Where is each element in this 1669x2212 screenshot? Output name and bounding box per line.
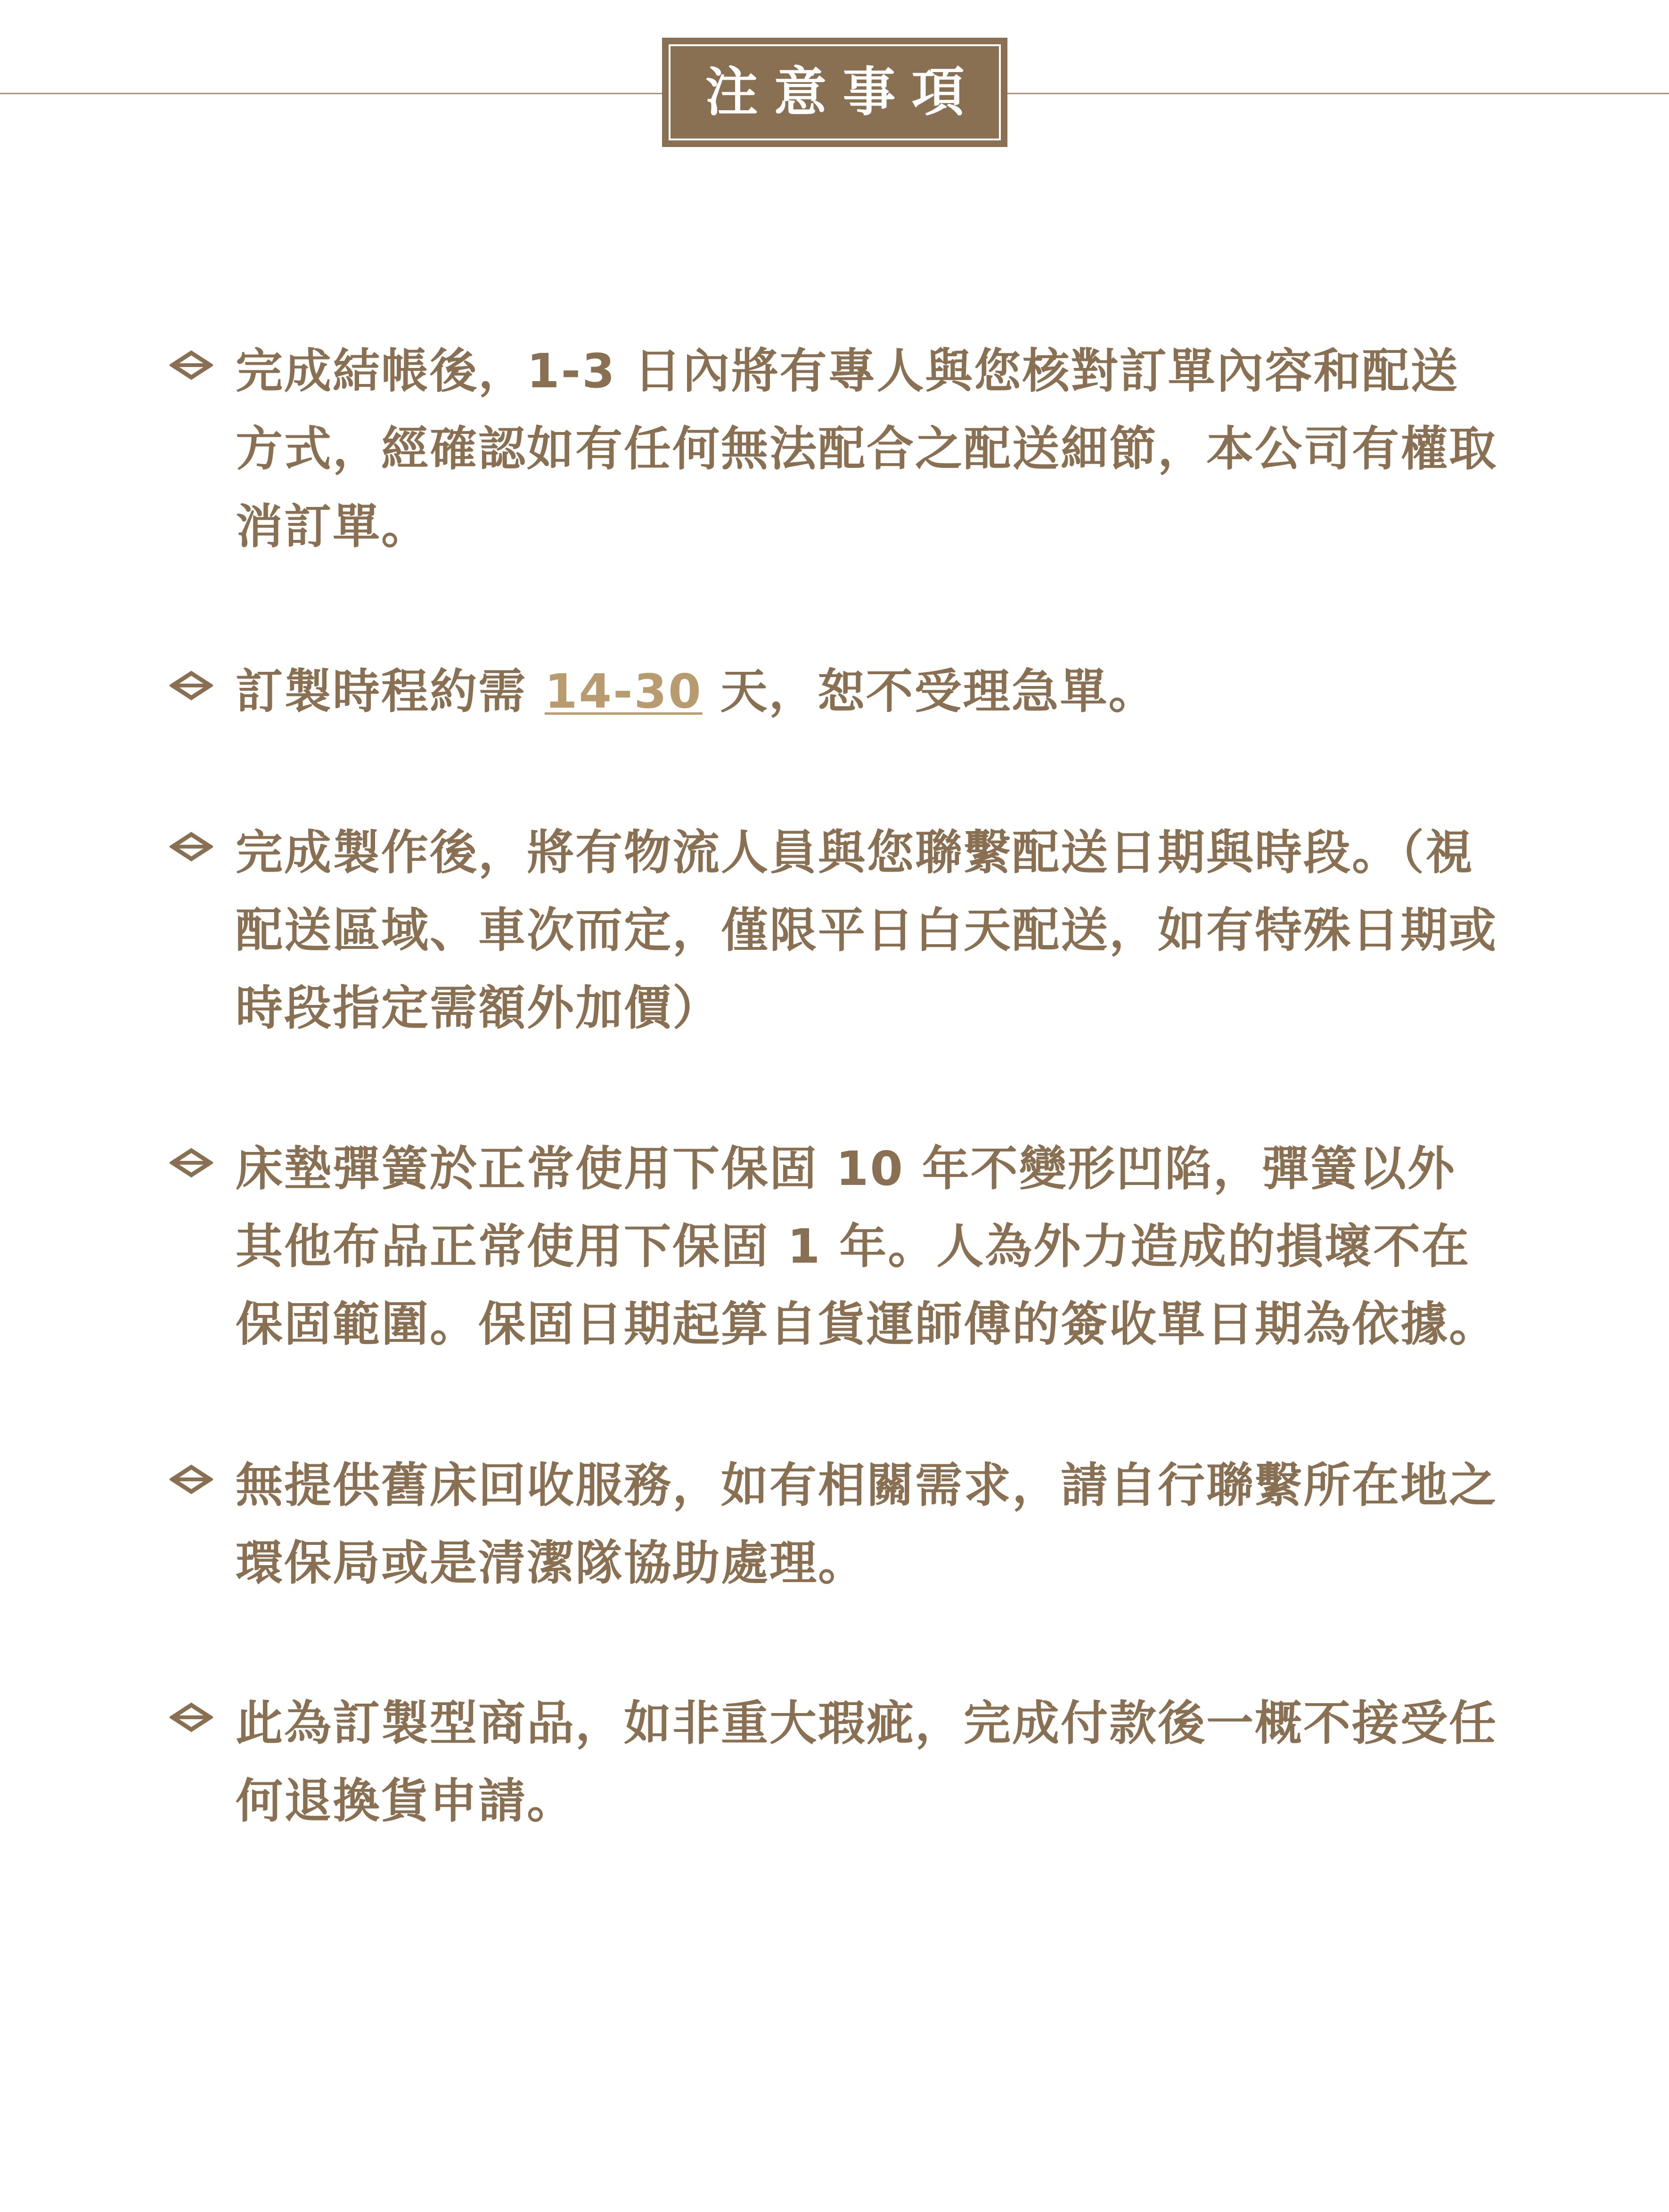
diamond-bullet-icon <box>170 1702 213 1732</box>
note-text: 床墊彈簧於正常使用下保固 10 年不變形凹陷，彈簧以外其他布品正常使用下保固 1 年。人為外力造成的損壞不在保固範圍。保固日期起算自貨運師傅的簽收單日期為依據。 <box>236 1141 1497 1352</box>
note-text: 無提供舊床回收服務，如有相關需求，請自行聯繫所在地之環保局或是清潔隊協助處理。 <box>236 1458 1497 1591</box>
page-title: 注意事項 <box>705 62 981 123</box>
list-item <box>170 653 1503 730</box>
list-item <box>170 1130 1503 1363</box>
diamond-bullet-icon <box>170 1148 213 1178</box>
diamond-bullet-icon <box>170 1464 213 1494</box>
diamond-bullet-icon <box>170 350 213 380</box>
note-text: 完成結帳後，1-3 日內將有專人與您核對訂單內容和配送方式，經確認如有任何無法配合之配送細節，本公司有權取消訂單。 <box>236 343 1497 554</box>
production-days-highlight: 14-30 <box>544 664 703 719</box>
note-text: 完成製作後，將有物流人員與您聯繫配送日期與時段。（視配送區域、車次而定，僅限平日白天配送，如有特殊日期或時段指定需額外加價） <box>236 825 1497 1036</box>
note-text-before: 訂製時程約需 <box>236 664 545 719</box>
note-text: 此為訂製型商品，如非重大瑕疵，完成付款後一概不接受任何退換貨申請。 <box>236 1696 1497 1828</box>
list-item <box>170 1684 1503 1840</box>
note-text-after: 天，恕不受理急單。 <box>702 664 1157 719</box>
diamond-bullet-icon <box>170 670 213 701</box>
list-item <box>170 1446 1503 1602</box>
list-item <box>170 814 1503 1047</box>
note-text <box>236 653 1503 730</box>
diamond-bullet-icon <box>170 832 213 862</box>
list-item <box>170 332 1503 565</box>
